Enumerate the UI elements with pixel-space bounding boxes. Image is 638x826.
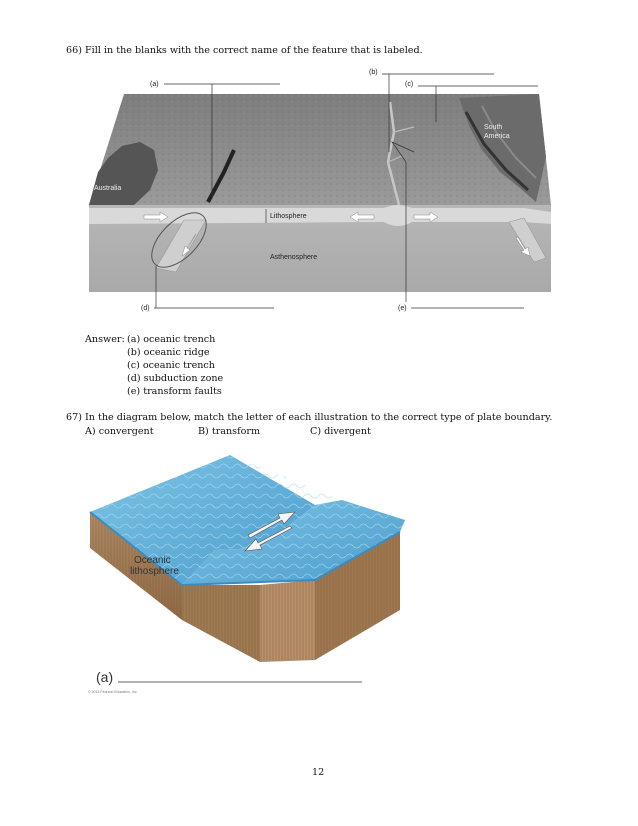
choice-convergent: A) convergent xyxy=(85,426,154,437)
oceanic-lithosphere-label-2: lithosphere xyxy=(130,566,179,577)
panel-label-a: (a) xyxy=(96,669,114,685)
label-e: (e) xyxy=(398,305,407,312)
label-b: (b) xyxy=(369,69,378,76)
label-d: (d) xyxy=(141,305,150,312)
answer-item-3: (c) oceanic trench xyxy=(127,360,215,371)
south-america-label-2: America xyxy=(484,133,510,140)
transform-boundary-block-diagram xyxy=(80,450,415,700)
answer-item-4: (d) subduction zone xyxy=(127,373,224,384)
choice-divergent: C) divergent xyxy=(310,426,371,437)
asthenosphere-label: Asthenosphere xyxy=(270,254,318,261)
question-66-prompt: 66) Fill in the blanks with the correct name of the feature that is labeled. xyxy=(66,45,423,56)
answer-item-1: (a) oceanic trench xyxy=(127,334,216,345)
label-a: (a) xyxy=(150,81,159,88)
australia-label: Australia xyxy=(94,185,122,192)
lithosphere-label: Lithosphere xyxy=(270,213,307,220)
answer-label: Answer: xyxy=(85,334,125,345)
choice-transform: B) transform xyxy=(198,426,261,437)
south-america-label-1: South xyxy=(484,124,503,131)
question-67-prompt: 67) In the diagram below, match the letter of each illustration to the correct type of plate boundary. xyxy=(66,412,553,423)
label-c: (c) xyxy=(405,81,414,88)
oceanic-lithosphere-label-1: Oceanic xyxy=(134,555,171,566)
figure-credit: © 2013 Pearson Education, Inc. xyxy=(88,690,138,694)
page-number: 12 xyxy=(312,767,325,778)
answer-item-5: (e) transform faults xyxy=(127,386,222,397)
ocean-floor-block-diagram xyxy=(84,62,559,322)
answer-item-2: (b) oceanic ridge xyxy=(127,347,210,358)
